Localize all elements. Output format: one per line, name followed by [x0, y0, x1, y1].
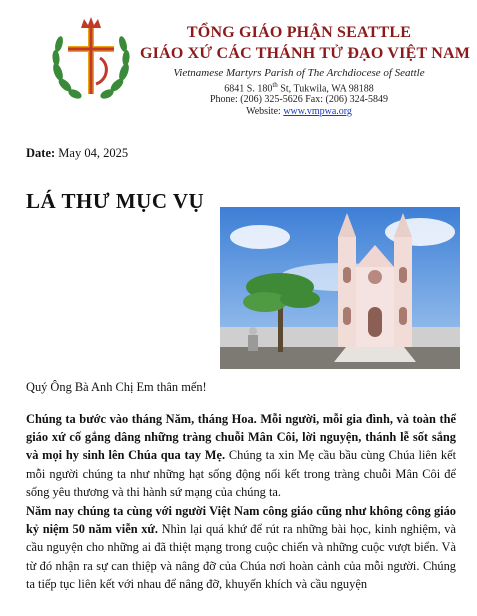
date-line: Date: May 04, 2025: [26, 146, 129, 160]
phone-fax: Phone: (206) 325-5626 Fax: (206) 324-5849: [209, 94, 389, 105]
website-line: Website: www.vmpwa.org: [246, 106, 352, 117]
org-name-line1: TỔNG GIÁO PHẬN SEATTLE: [186, 24, 412, 41]
parish-logo-icon: [48, 14, 134, 106]
greeting: Quý Ông Bà Anh Chị Em thân mến!: [26, 380, 207, 394]
paragraph-2: Năm nay chúng ta cùng với người Việt Nam công giáo cũng như không công giáo kỷ niệm 50 năm viễn xứ. Nhìn lại quá khứ để rút ra những bài học, kinh nghiệm, và cầu nguyện cho những ai đã thiệt mạng trong cuộc chiến và những cuộc vượt biển. Và từ đó nhận ra sự can thiệp và nâng đỡ của Chúa nơi hoàn cảnh của mỗi người. Chúng ta tiếp tục liên kết với nhau để nâng đỡ, khuyến khích và cầu nguyện: [26, 504, 456, 591]
church-image: [220, 207, 460, 369]
paragraph-1: Chúng ta bước vào tháng Năm, tháng Hoa. Mỗi người, mỗi gia đình, và toàn thể giáo xứ cố gắng dâng những tràng chuỗi Mân Côi, lời nguyện, thánh lễ sốt sắng và mọi hy sinh lên Chúa qua tay Mẹ. Chúng ta xin Mẹ cầu bầu cùng Chúa liên kết mỗi người chúng ta như những hạt sống động nối kết trong tràng chuỗi Mân Côi để sống yêu thương và thi hành sứ mạng của chúng ta.: [26, 412, 457, 499]
website-link[interactable]: www.vmpwa.org: [283, 106, 352, 117]
priest-portrait-image: [48, 226, 194, 372]
org-name-english: Vietnamese Martyrs Parish of The Archdiocese of Seattle: [173, 67, 425, 79]
page-title: LÁ THƯ MỤC VỤ: [26, 189, 205, 213]
org-name-line2: GIÁO XỨ CÁC THÁNH TỬ ĐẠO VIỆT NAM: [140, 45, 471, 62]
address: 6841 S. 180th St, Tukwila, WA 98188: [224, 81, 374, 95]
